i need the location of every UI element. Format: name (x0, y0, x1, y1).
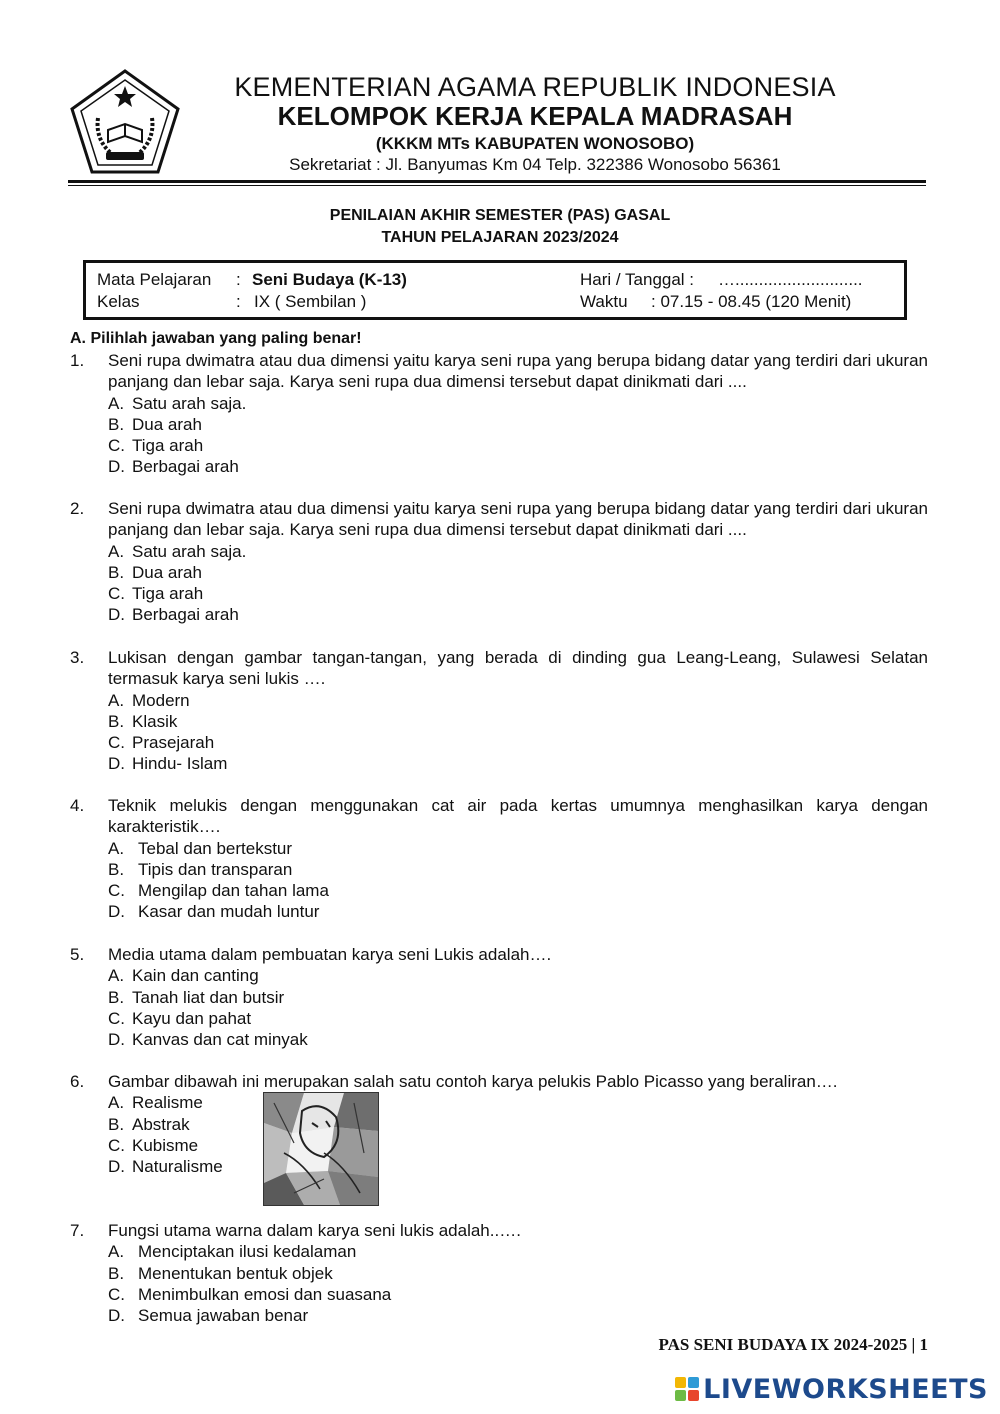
section-a-instruction: A. Pilihlah jawaban yang paling benar! (70, 330, 362, 347)
header-address: Sekretariat : Jl. Banyumas Km 04 Telp. 322386 Wonosobo 56361 (289, 155, 781, 174)
question-4 (70, 795, 928, 923)
exam-year: TAHUN PELAJARAN 2023/2024 (381, 229, 619, 246)
option-b[interactable]: B. Dua arah (108, 562, 202, 582)
question-stem: Gambar dibawah ini merupakan salah satu contoh karya pelukis Pablo Picasso yang beraliran…. (108, 1072, 838, 1091)
question-stem: Fungsi utama warna dalam karya seni lukis adalah..…. (108, 1221, 521, 1240)
question-number: 2. (70, 499, 85, 518)
question-2 (70, 498, 928, 626)
option-b[interactable]: B. Abstrak (108, 1114, 190, 1134)
header-rule-thick (68, 180, 926, 183)
question-6 (70, 1071, 928, 1177)
option-b[interactable]: B. Klasik (108, 711, 178, 731)
question-number: 5. (70, 945, 85, 964)
date-label: Hari / Tanggal : (580, 270, 695, 289)
option-a[interactable]: A. Satu arah saja. (108, 393, 247, 413)
header-ministry: KEMENTERIAN AGAMA REPUBLIK INDONESIA (234, 72, 836, 102)
kemenag-logo (68, 68, 182, 176)
question-1 (70, 350, 928, 478)
time-label: Waktu (580, 292, 628, 311)
question-stem: Teknik melukis dengan menggunakan cat air pada kertas umumnya menghasilkan karya dengan karakteristik…. (108, 796, 928, 837)
option-c[interactable]: C. Menimbulkan emosi dan suasana (108, 1284, 392, 1304)
header-working-group: KELOMPOK KERJA KEPALA MADRASAH (277, 101, 793, 131)
option-b[interactable]: B. Dua arah (108, 414, 202, 434)
date-value: …........................... (718, 270, 863, 289)
option-a[interactable]: A. Realisme (108, 1093, 203, 1113)
question-7 (70, 1220, 928, 1326)
class-label: Kelas (97, 292, 140, 311)
question-stem: Media utama dalam pembuatan karya seni Lukis adalah…. (108, 945, 552, 964)
liveworksheets-watermark (675, 1372, 988, 1406)
question-5 (70, 944, 928, 1050)
question-number: 1. (70, 351, 85, 370)
question-number: 6. (70, 1072, 85, 1091)
picasso-painting-image (263, 1092, 379, 1206)
option-c[interactable]: C. Kayu dan pahat (108, 1008, 252, 1028)
option-c[interactable]: C. Kubisme (108, 1135, 199, 1155)
option-b[interactable]: B. Tipis dan transparan (108, 859, 293, 879)
option-d[interactable]: D. Hindu- Islam (108, 754, 228, 774)
class-value: IX ( Sembilan ) (254, 292, 367, 311)
subject-value: Seni Budaya (K-13) (252, 270, 407, 289)
option-c[interactable]: C. Tiga arah (108, 436, 204, 456)
option-d[interactable]: D. Kanvas dan cat minyak (108, 1030, 308, 1050)
header-rule-thin (68, 185, 926, 186)
option-c[interactable]: C. Mengilap dan tahan lama (108, 881, 329, 901)
question-3 (70, 647, 928, 775)
option-a[interactable]: A. Satu arah saja. (108, 541, 247, 561)
option-a[interactable]: A. Modern (108, 690, 190, 710)
option-c[interactable]: C. Prasejarah (108, 733, 215, 753)
liveworksheets-logo-icon (675, 1377, 699, 1401)
liveworksheets-text: LIVEWORKSHEETS (703, 1373, 988, 1405)
question-stem: Seni rupa dwimatra atau dua dimensi yaitu karya seni rupa yang berupa bidang datar yang terdiri dari ukuran panjang dan lebar saja. Karya seni rupa dua dimensi tersebut dapat dinikmati dari .... (108, 499, 928, 540)
header-region: (KKKM MTs KABUPATEN WONOSOBO) (375, 134, 695, 153)
option-a[interactable]: A. Kain dan canting (108, 966, 259, 986)
time-value: : 07.15 - 08.45 (120 Menit) (651, 292, 852, 311)
question-stem: Seni rupa dwimatra atau dua dimensi yaitu karya seni rupa yang berupa bidang datar yang terdiri dari ukuran panjang dan lebar saja. Karya seni rupa dua dimensi tersebut dapat dinikmati dari .... (108, 351, 928, 392)
subject-label: Mata Pelajaran (97, 270, 212, 289)
question-number: 3. (70, 648, 85, 667)
subject-colon: : (236, 270, 241, 289)
option-a[interactable]: A. Tebal dan bertekstur (108, 838, 293, 858)
class-colon: : (236, 292, 241, 311)
option-d[interactable]: D. Berbagai arah (108, 605, 239, 625)
option-d[interactable]: D. Berbagai arah (108, 457, 239, 477)
exam-title: PENILAIAN AKHIR SEMESTER (PAS) GASAL (329, 207, 671, 224)
option-b[interactable]: B. Menentukan bentuk objek (108, 1263, 333, 1283)
option-a[interactable]: A. Menciptakan ilusi kedalaman (108, 1242, 357, 1262)
option-d[interactable]: D. Naturalisme (108, 1157, 223, 1177)
option-c[interactable]: C. Tiga arah (108, 584, 204, 604)
option-d[interactable]: D. Semua jawaban benar (108, 1306, 309, 1326)
page-footer: PAS SENI BUDAYA IX 2024-2025 | 1 (658, 1335, 928, 1354)
option-b[interactable]: B. Tanah liat dan butsir (108, 987, 285, 1007)
option-d[interactable]: D. Kasar dan mudah luntur (108, 902, 320, 922)
question-number: 4. (70, 796, 85, 815)
question-stem: Lukisan dengan gambar tangan-tangan, yang berada di dinding gua Leang-Leang, Sulawesi Selatan termasuk karya seni lukis …. (108, 648, 928, 689)
question-number: 7. (70, 1221, 85, 1240)
